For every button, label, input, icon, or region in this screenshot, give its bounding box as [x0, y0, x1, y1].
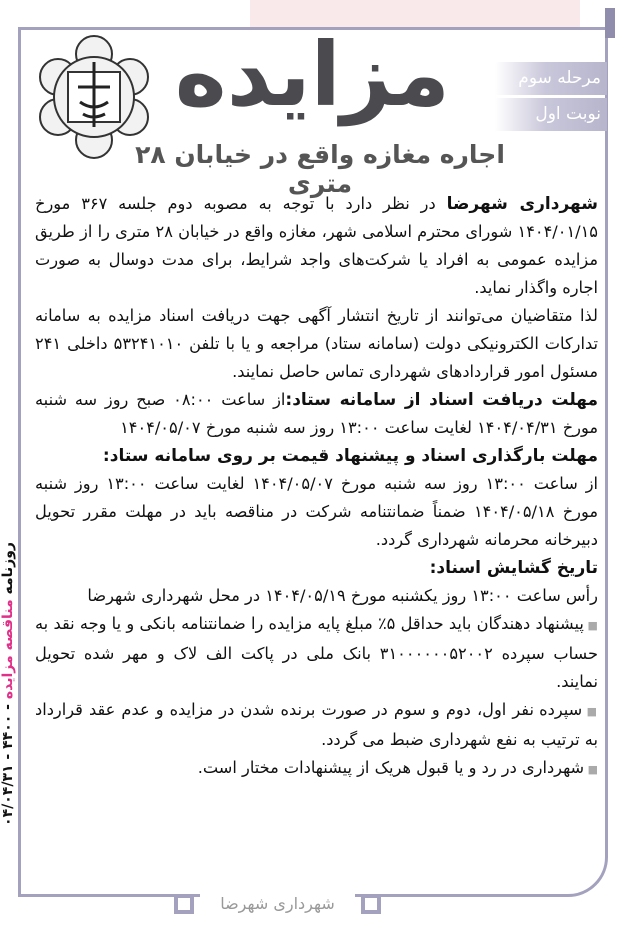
receipt-heading: مهلت دریافت اسناد از سامانه ستاد:: [285, 390, 599, 410]
credit-code: - ۴۴۰۰ - ۰۴/۰۴/۳۱: [0, 704, 16, 826]
credit-prefix: روزنامه: [0, 542, 16, 595]
bullet-deposit: ■ سپرده نفر اول، دوم و سوم در صورت برنده شدن در مزایده و عدم عقد قرارداد به ترتیب به نفع شهرداری ضبط می گردد.: [35, 696, 598, 754]
contact-paragraph: لذا متقاضیان می‌توانند از تاریخ انتشار آگهی جهت دریافت اسناد مزایده به سامانه تدارکات الکترونیکی دولت (سامانه ستاد) مراجعه و یا با تلفن ۵۳۲۴۱۰۱۰ داخلی ۲۴۱ مسئول امور قراردادهای شهرداری تماس حاصل نمایند.: [35, 306, 598, 381]
footer-label: شهرداری شهرضا: [200, 890, 355, 918]
intro-text: در نظر دارد با توجه به مصوبه دوم جلسه ۳۶۷ مورخ ۱۴۰۴/۰۱/۱۵ شورای محترم اسلامی شهر، مغازه واقع در خیابان ۲۸ متری را از طریق مزایده عمومی به افراد یا شرکت‌های واجد شرایط، برای مدت دوسال به صورت اجاره واگذار نماید.: [35, 194, 598, 297]
credit-paper: مناقصه مزایده: [0, 599, 16, 700]
round-tag: نوبت اول: [495, 98, 607, 131]
ad-subtitle: اجاره مغازه واقع در خیابان ۲۸ متری: [135, 140, 505, 198]
opening-text: رأس ساعت ۱۳:۰۰ روز یکشنبه مورخ ۱۴۰۴/۰۵/۱۹ در محل شهرداری شهرضا: [87, 586, 598, 605]
upload-heading: مهلت بارگذاری اسناد و پیشنهاد قیمت بر روی سامانه ستاد:: [102, 446, 598, 466]
footer-square-right: [361, 894, 381, 914]
stage-tag: مرحله سوم: [495, 62, 607, 95]
upload-text: از ساعت ۱۳:۰۰ روز سه شنبه مورخ ۱۴۰۴/۰۵/۰۷ لغایت ساعت ۱۳:۰۰ روز شنبه مورخ ۱۴۰۴/۰۵/۱۸ ضمناً ضمانتنامه شرکت در مناقصه باید در مهلت مقرر تحویل دبیرخانه محرمانه شهرداری گردد.: [35, 474, 599, 549]
municipality-name: شهرداری شهرضا: [446, 194, 598, 214]
frame-corner-bar: [605, 8, 615, 38]
footer: [170, 890, 385, 918]
receipt-deadline: [35, 386, 598, 442]
footer-square-left: [174, 894, 194, 914]
newspaper-credit: [0, 542, 24, 826]
bullet-rights: ■ شهرداری در رد و یا قبول هریک از پیشنهادات مختار است.: [35, 754, 598, 784]
opening-heading: تاریخ گشایش اسناد:: [429, 558, 598, 578]
receipt-text: از ساعت ۰۸:۰۰ صبح روز سه شنبه مورخ ۱۴۰۴/۰۴/۳۱ لغایت ساعت ۱۳:۰۰ روز سه شنبه مورخ ۱۴۰۴/۰۵/۰۷: [35, 390, 598, 437]
bullet-guarantee: ■ پیشنهاد دهندگان باید حداقل ۵٪ مبلغ پایه مزایده را ضمانتنامه بانکی و یا وجه نقد به حساب سپرده ۳۱۰۰۰۰۰۰۵۲۰۰۲ بانک ملی در پاکت الف لاک و مهر شده تحویل نمایند.: [35, 610, 598, 696]
intro-paragraph: [35, 190, 598, 302]
ad-body: [35, 190, 598, 784]
ad-title: مزایده: [174, 23, 450, 126]
